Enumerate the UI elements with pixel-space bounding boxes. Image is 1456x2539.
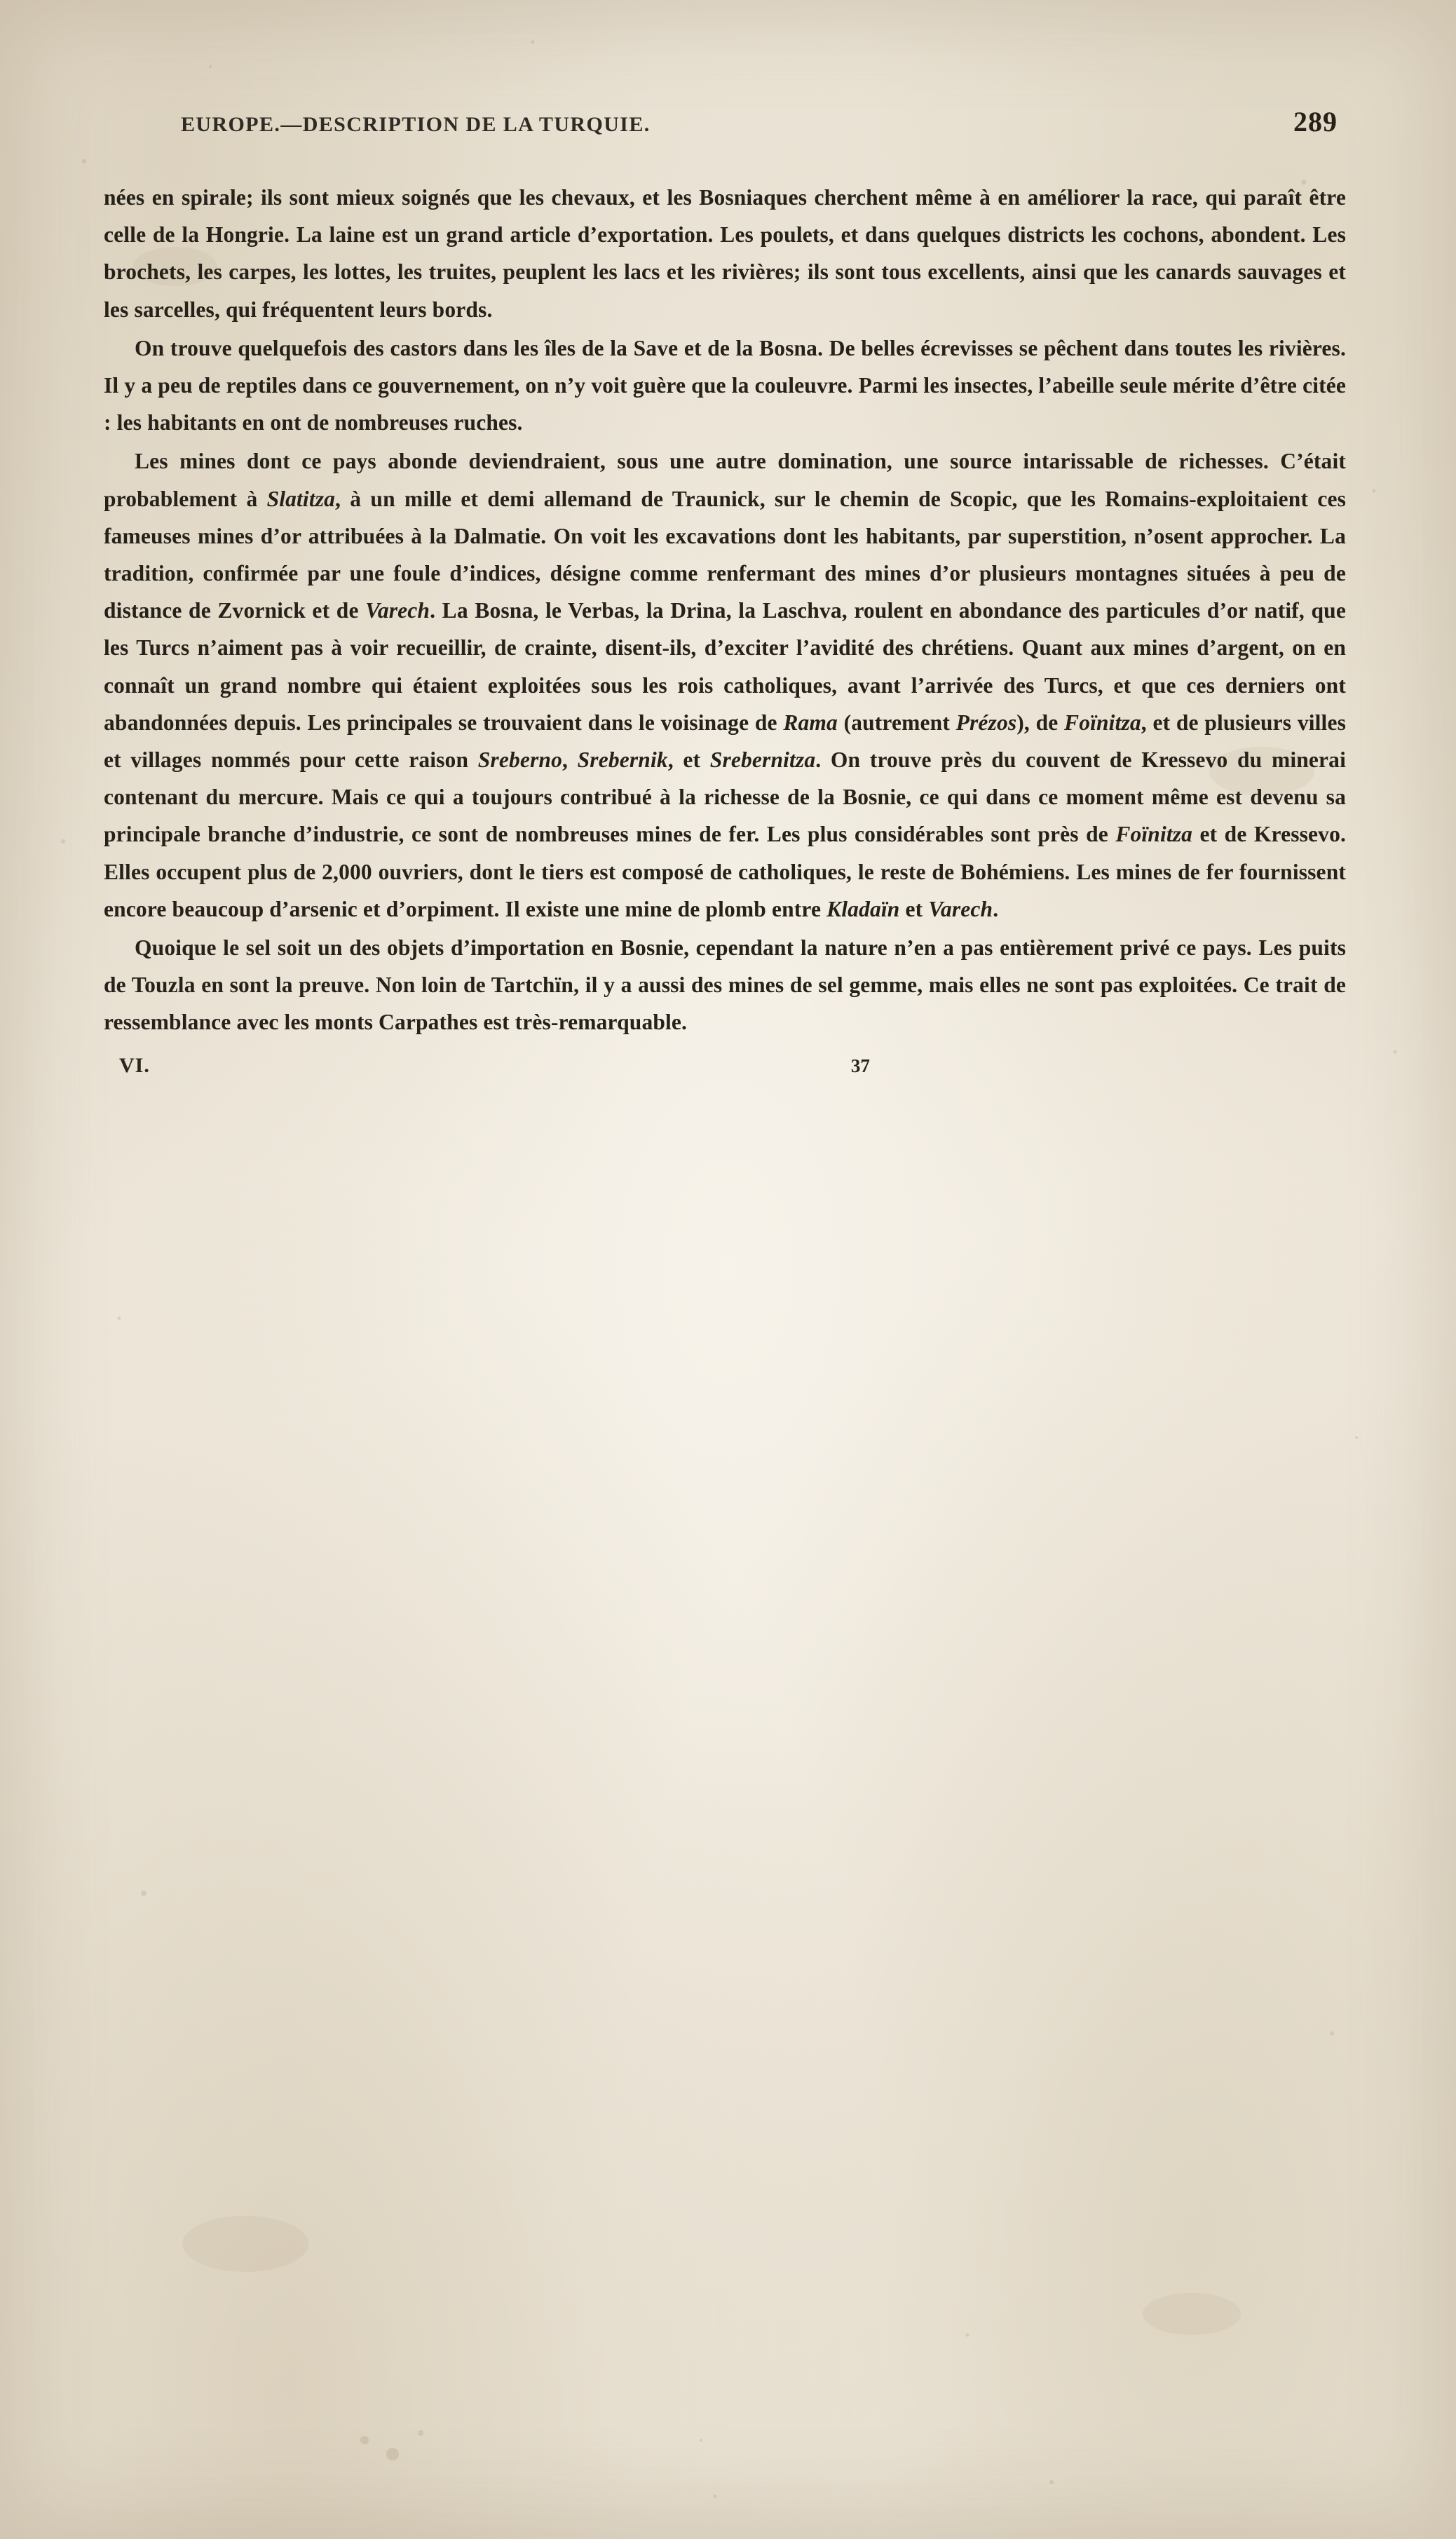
- paragraph: Quoique le sel soit un des objets d’importation en Bosnie, cependant la nature n’en a pas entièrement privé ce pays. Les puits de Touzla en sont la preuve. Non loin de Tartchïn, il y a aussi des mines de sel gemme, mais elles ne sont pas exploitées. Ce trait de ressemblance avec les monts Carpathes est très-remarquable.: [104, 935, 1346, 1035]
- page-number: 289: [1293, 106, 1338, 137]
- signature-mark: 37: [850, 1055, 870, 1076]
- volume-mark: VI.: [119, 1053, 150, 1077]
- running-title: EUROPE.—DESCRIPTION DE LA TURQUIE.: [181, 113, 651, 136]
- paragraph: On trouve quelquefois des castors dans les îles de la Save et de la Bosna. De belles écrevisses se pêchent dans toutes les rivières. Il y a peu de reptiles dans ce gouvernement, on n’y voit guère que la couleuvre. Parmi les insectes, l’abeille seule mérite d’être citée : les habitants en ont de nombreuses ruches.: [104, 335, 1346, 435]
- paragraph: nées en spirale; ils sont mieux soignés que les chevaux, et les Bosniaques cherchent même à en améliorer la race, qui paraît être celle de la Hongrie. La laine est un grand article d’exportation. Les poulets, et dans quelques districts les cochons, abondent. Les brochets, les carpes, les lottes, les truites, peuplent les lacs et les rivières; ils sont tous excellents, ainsi que les canards sauvages et les sarcelles, qui fréquentent leurs bords.: [104, 185, 1346, 322]
- page-header: [90, 105, 1359, 138]
- page-footer: [90, 1054, 1359, 1078]
- page-text-block: [90, 105, 1359, 1078]
- body-column: [90, 179, 1359, 1041]
- paragraph: Les mines dont ce pays abonde deviendraient, sous une autre domination, une source intarissable de richesses. C’était probablement à Slatitza, à un mille et demi allemand de Traunick, sur le chemin de Scopic, que les Romains-exploitaient ces fameuses mines d’or attribuées à la Dalmatie. On voit les excavations dont les habitants, par superstition, n’osent approcher. La tradition, confirmée par une foule d’indices, désigne comme renfermant des mines d’or plusieurs montagnes situées à peu de distance de Zvornick et de Varech. La Bosna, le Verbas, la Drina, la Laschva, roulent en abondance des particules d’or natif, que les Turcs n’aiment pas à voir recueillir, de crainte, disent-ils, d’exciter l’avidité des chrétiens. Quant aux mines d’argent, on en connaît un grand nombre qui étaient exploitées sous les rois catholiques, avant l’arrivée des Turcs, et que ces derniers ont abandonnées depuis. Les principales se trouvaient dans le voisinage de Rama (autrement Prézos), de Foïnitza, et de plusieurs villes et villages nommés pour cette raison Sreberno, Srebernik, et Srebernitza. On trouve près du couvent de Kressevo du minerai contenant du mercure. Mais ce qui a toujours contribué à la richesse de la Bosnie, ce qui dans ce moment même est devenu sa principale branche d’industrie, ce sont de nombreuses mines de fer. Les plus considérables sont près de Foïnitza et de Kressevo. Elles occupent plus de 2,000 ouvriers, dont le tiers est composé de catholiques, le reste de Bohémiens. Les mines de fer fournissent encore beaucoup d’arsenic et d’orpiment. Il existe une mine de plomb entre Kladaïn et Varech.: [104, 449, 1346, 921]
